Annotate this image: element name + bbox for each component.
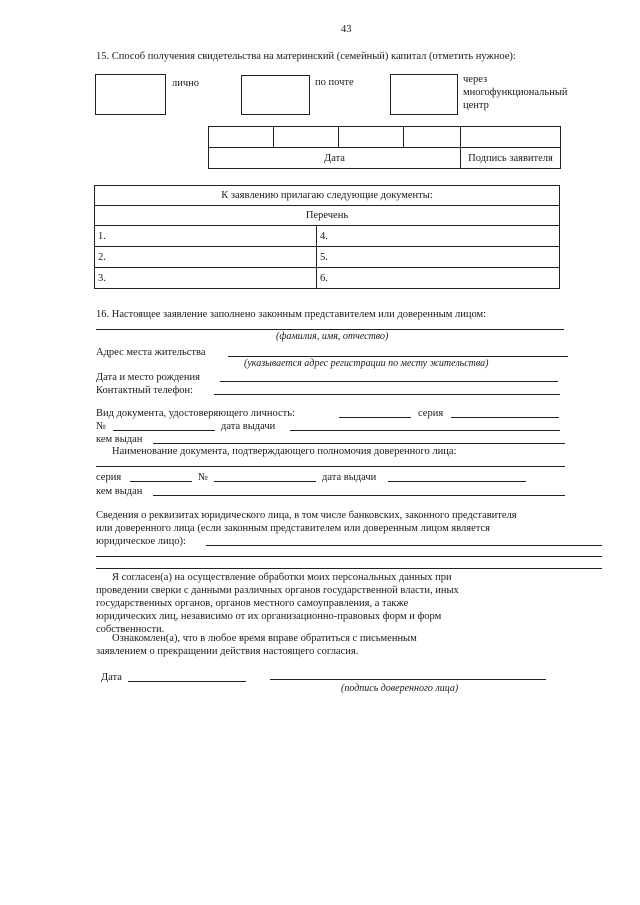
issued-by-label: кем выдан <box>96 434 143 445</box>
issue-date-field[interactable] <box>290 430 560 431</box>
document-item-2[interactable]: 2. <box>95 247 317 268</box>
issue-date-label-2: дата выдачи <box>322 472 377 483</box>
section-16-title: 16. Настоящее заявление заполнено законным представителем или доверенным лицом: <box>96 309 487 320</box>
authority-doc-field[interactable] <box>96 466 565 467</box>
footer-signature-hint: (подпись доверенного лица) <box>341 683 459 694</box>
phone-field[interactable] <box>214 394 560 395</box>
issued-by-field-2[interactable] <box>153 495 565 496</box>
legal-entity-text-3: юридическое лицо): <box>96 536 186 547</box>
option-in-person-label: лично <box>172 78 200 89</box>
birth-label: Дата и место рождения <box>96 372 200 383</box>
signature-label: Подпись заявителя <box>461 148 561 169</box>
option-mfc-label-3: центр <box>463 100 489 111</box>
series-field[interactable] <box>451 417 559 418</box>
issued-by-field[interactable] <box>153 443 565 444</box>
fio-hint: (фамилия, имя, отчество) <box>276 331 389 342</box>
consent-text-7: заявлением о прекращении действия настоящего согласия. <box>96 646 359 657</box>
documents-list-header: Перечень <box>95 206 560 226</box>
id-doc-label: Вид документа, удостоверяющего личность: <box>96 408 295 419</box>
address-label: Адрес места жительства <box>96 347 206 358</box>
page-number: 43 <box>341 24 352 35</box>
number-field[interactable] <box>113 430 215 431</box>
date-cell-month[interactable] <box>274 127 339 148</box>
signature-cell[interactable] <box>461 127 561 148</box>
address-field[interactable] <box>228 356 568 357</box>
number-label: № <box>96 421 107 432</box>
series-label: серия <box>418 408 444 419</box>
date-cell-day[interactable] <box>209 127 274 148</box>
issue-date-label: дата выдачи <box>221 421 276 432</box>
document-item-5[interactable]: 5. <box>317 247 560 268</box>
footer-date-label: Дата <box>101 672 122 683</box>
document-item-3[interactable]: 3. <box>95 268 317 289</box>
checkbox-mfc[interactable] <box>390 74 458 115</box>
phone-label: Контактный телефон: <box>96 385 194 396</box>
document-item-1[interactable]: 1. <box>95 226 317 247</box>
consent-text-3: государственных органов, органов местного самоуправления, а также <box>96 598 409 609</box>
series-label-2: серия <box>96 472 122 483</box>
issued-by-label-2: кем выдан <box>96 486 143 497</box>
id-doc-type-field[interactable] <box>339 417 411 418</box>
option-mfc-label-1: через <box>463 74 488 85</box>
consent-text-1: Я согласен(а) на осуществление обработки моих персональных данных при <box>112 572 452 583</box>
option-by-mail-label: по почте <box>315 77 354 88</box>
consent-text-5: собственности. <box>96 624 165 635</box>
legal-entity-field-3[interactable] <box>96 568 602 569</box>
series-field-2[interactable] <box>130 481 192 482</box>
document-item-6[interactable]: 6. <box>317 268 560 289</box>
option-mfc-label-2: многофункциональный <box>463 87 568 98</box>
checkbox-by-mail[interactable] <box>241 75 310 115</box>
authority-doc-label: Наименование документа, подтверждающего полномочия доверенного лица: <box>112 446 457 457</box>
legal-entity-text-1: Сведения о реквизитах юридического лица, в том числе банковских, законного представителя <box>96 510 517 521</box>
date-cell-extra[interactable] <box>404 127 461 148</box>
number-label-2: № <box>198 472 209 483</box>
legal-entity-text-2: или доверенного лица (если законным представителем или доверенным лицом является <box>96 523 490 534</box>
footer-date-field[interactable] <box>128 681 246 682</box>
fio-field[interactable] <box>96 329 564 330</box>
legal-entity-field-2[interactable] <box>96 556 602 557</box>
footer-signature-field[interactable] <box>270 679 546 680</box>
consent-text-6: Ознакомлен(а), что в любое время вправе обратиться с письменным <box>112 633 417 644</box>
document-item-4[interactable]: 4. <box>317 226 560 247</box>
consent-text-2: проведении сверки с данными различных органов государственной власти, иных <box>96 585 459 596</box>
birth-field[interactable] <box>220 381 558 382</box>
address-hint: (указывается адрес регистрации по месту жительства) <box>244 358 489 369</box>
documents-header: К заявлению прилагаю следующие документы: <box>95 186 560 206</box>
date-cell-year[interactable] <box>339 127 404 148</box>
section-15-title: 15. Способ получения свидетельства на материнский (семейный) капитал (отметить нужное): <box>96 51 516 62</box>
checkbox-in-person[interactable] <box>95 74 166 115</box>
attached-documents-table <box>94 185 560 289</box>
consent-text-4: юридических лиц, независимо от их организационно-правовых форм и форм <box>96 611 442 622</box>
issue-date-field-2[interactable] <box>388 481 526 482</box>
date-label: Дата <box>209 148 461 169</box>
date-signature-table <box>208 126 561 169</box>
legal-entity-field-1[interactable] <box>206 545 602 546</box>
number-field-2[interactable] <box>214 481 316 482</box>
